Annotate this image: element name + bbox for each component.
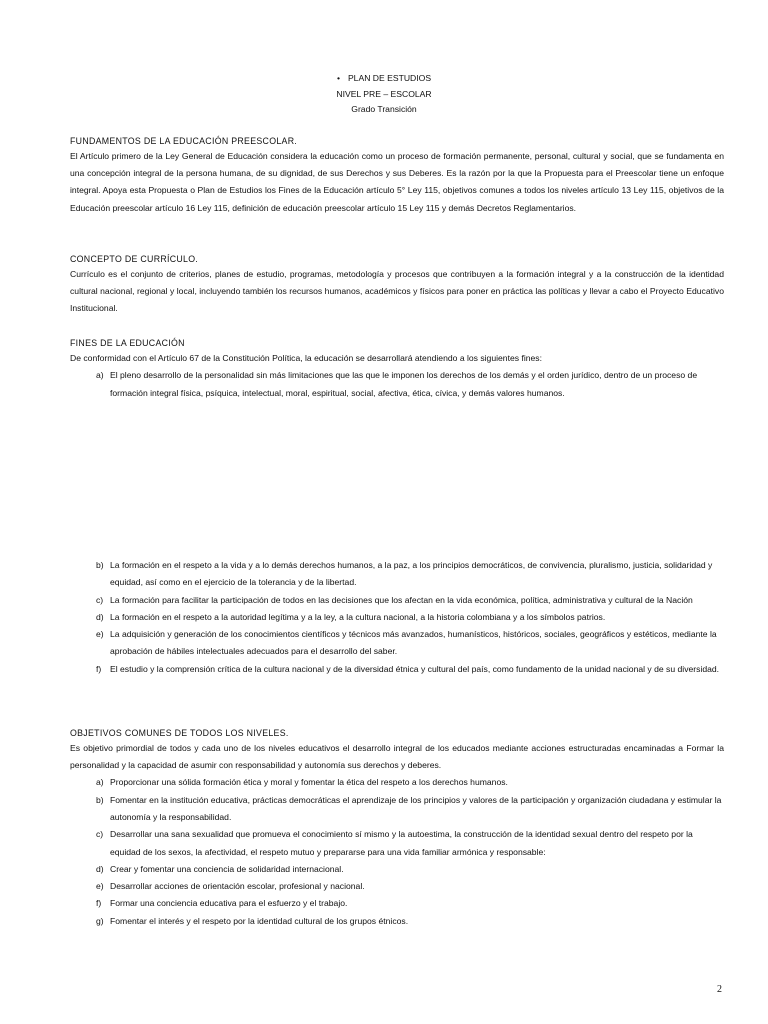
fines-continuation bbox=[70, 557, 724, 678]
list-item-text: El pleno desarrollo de la personalidad sin más limitaciones que las que le imponen los derechos de los demás y el orden jurídico, dentro de un proceso de formación integral física, psíquica, intelectual, moral, espiritual, social, afectiva, ética, cívica, y demás valores humanos. bbox=[110, 370, 698, 398]
list-item-text: La formación en el respeto a la autoridad legítima y a la ley, a la cultura nacional, a la historia colombiana y a los símbolos patrios. bbox=[110, 611, 606, 622]
fundamentos-paragraph: El Artículo primero de la Ley General de Educación considera la educación como un proceso de formación permanente, personal, cultural y social, que se fundamenta en una concepción integral de la persona humana, de su dignidad, de sus Derechos y sus Deberes. Es la razón por la que la Propuesta para el Preescolar tiene un enfoque integral. Apoya esta Propuesta o Plan de Estudios los Fines de la Educación artículo 5° Ley 115, objetivos comunes a todos los niveles artículo 13 Ley 115, objetivos de la Educación preescolar artículo 16 Ley 115, definición de educación preescolar artículo 15 Ley 115 y demás Decretos Reglamentarios. bbox=[70, 151, 724, 213]
curriculo-paragraph: Currículo es el conjunto de criterios, planes de estudio, programas, metodología y procesos que contribuyen a la formación integral y a la construcción de la identidad cultural nacional, regional y local, incluyendo también los recursos humanos, académicos y físicos para poner en práctica las políticas y llevar a cabo el Proyecto Educativo Institucional. bbox=[70, 269, 724, 314]
list-item bbox=[70, 878, 724, 895]
list-item bbox=[70, 826, 724, 861]
fines-section bbox=[70, 336, 724, 402]
fines-list-b bbox=[70, 557, 724, 678]
list-marker: e) bbox=[96, 629, 104, 640]
objetivos-intro: Es objetivo primordial de todos y cada uno de los niveles educativos el desarrollo integral de los educados mediante acciones estructuradas encaminadas a Formar la personalidad y la capacidad de asumir con responsabilidad y autonomía sus derechos y deberes. bbox=[70, 743, 724, 771]
list-marker: e) bbox=[96, 881, 104, 892]
list-marker: b) bbox=[96, 794, 104, 805]
objetivos-heading: OBJETIVOS COMUNES DE TODOS LOS NIVELES. bbox=[70, 728, 289, 738]
list-item-text: Fomentar en la institución educativa, prácticas democráticas el aprendizaje de los principios y valores de la participación y organización ciudadana y estimular la autonomía y la responsabilidad. bbox=[110, 794, 722, 822]
document-header bbox=[0, 71, 768, 118]
page-number: 2 bbox=[717, 984, 722, 995]
list-item bbox=[70, 895, 724, 912]
list-item-text: La formación para facilitar la participación de todos en las decisiones que los afectan en la vida económica, política, administrativa y cultural de la Nación bbox=[110, 594, 693, 605]
objetivos-section bbox=[70, 726, 724, 930]
list-item bbox=[70, 861, 724, 878]
plan-title: PLAN DE ESTUDIOS bbox=[347, 73, 432, 83]
bullet-icon: • bbox=[336, 73, 340, 83]
list-item bbox=[70, 661, 724, 678]
list-item bbox=[70, 792, 724, 827]
list-marker: f) bbox=[96, 898, 102, 909]
list-item-text: Formar una conciencia educativa para el esfuerzo y el trabajo. bbox=[110, 898, 348, 909]
list-marker: d) bbox=[96, 863, 104, 874]
grade-title: Grado Transición bbox=[351, 104, 417, 114]
fines-heading: FINES DE LA EDUCACIÓN bbox=[70, 338, 185, 348]
fundamentos-heading: FUNDAMENTOS DE LA EDUCACIÓN PREESCOLAR. bbox=[70, 136, 298, 146]
list-item bbox=[70, 774, 724, 791]
fines-list-a bbox=[70, 367, 724, 402]
list-item bbox=[70, 626, 724, 661]
list-marker: b) bbox=[96, 560, 104, 570]
list-item-text: La adquisición y generación de los conocimientos científicos y técnicos más avanzados, humanísticos, históricos, sociales, geográficos y estéticos, mediante la aprobación de hábiles intelectuales adecuados para el desarrollo del saber. bbox=[110, 629, 717, 657]
list-item-text: Desarrollar acciones de orientación escolar, profesional y nacional. bbox=[110, 881, 365, 892]
curriculo-section bbox=[70, 252, 724, 318]
list-item-text: Proporcionar una sólida formación ética y moral y fomentar la ética del respeto a los derechos humanos. bbox=[110, 777, 508, 788]
objetivos-list bbox=[70, 774, 724, 930]
fines-intro: De conformidad con el Artículo 67 de la Constitución Política, la educación se desarrollará atendiendo a los siguientes fines: bbox=[70, 353, 542, 363]
list-item-text: El estudio y la comprensión crítica de la cultura nacional y de la diversidad étnica y cultural del país, como fundamento de la unidad nacional y de su diversidad. bbox=[110, 663, 720, 674]
list-item bbox=[70, 557, 724, 592]
list-item-text: Desarrollar una sana sexualidad que promueva el conocimiento sí mismo y la autoestima, la construcción de la identidad sexual dentro del respeto por la equidad de los sexos, la afectividad, el respeto mutuo y prepararse para una vida familiar armónica y responsable: bbox=[110, 829, 693, 857]
list-marker: g) bbox=[96, 915, 104, 926]
list-item bbox=[70, 609, 724, 626]
list-item bbox=[70, 367, 724, 402]
list-item-text: Fomentar el interés y el respeto por la identidad cultural de los grupos étnicos. bbox=[110, 915, 409, 926]
list-marker: c) bbox=[96, 829, 104, 840]
list-marker: a) bbox=[96, 370, 104, 381]
curriculo-heading: CONCEPTO DE CURRÍCULO. bbox=[70, 254, 199, 264]
list-item bbox=[70, 592, 724, 609]
list-item-text: La formación en el respeto a la vida y a lo demás derechos humanos, a la paz, a los principios democráticos, de convivencia, pluralismo, justicia, solidaridad y equidad, así como en el ejercicio de la tolerancia y de la libertad. bbox=[110, 560, 713, 588]
list-marker: d) bbox=[96, 611, 104, 622]
list-marker: f) bbox=[96, 663, 102, 674]
level-title: NIVEL PRE – ESCOLAR bbox=[336, 88, 432, 99]
list-item-text: Crear y fomentar una conciencia de solidaridad internacional. bbox=[110, 863, 344, 874]
fundamentos-section bbox=[70, 134, 724, 217]
list-marker: a) bbox=[96, 777, 104, 788]
list-item bbox=[70, 913, 724, 930]
header-line-1 bbox=[0, 71, 768, 87]
list-marker: c) bbox=[96, 594, 104, 605]
